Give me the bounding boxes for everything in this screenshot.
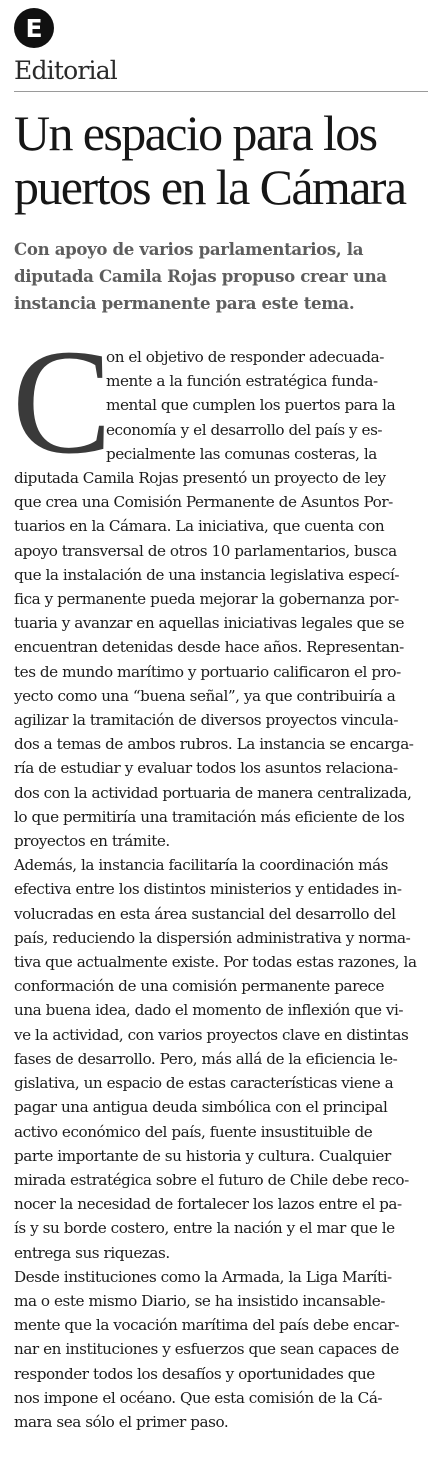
article-line: país, reduciendo la dispersión administrativa y norma-	[14, 928, 411, 947]
article-line: pecialmente las comunas costeras, la	[106, 444, 377, 463]
article-line: responder todos los desafíos y oportunidades que	[14, 1364, 375, 1383]
article-line: volucradas en esta área sustancial del desarrollo del	[14, 904, 396, 923]
article-line: activo económico del país, fuente insustituible de	[14, 1122, 373, 1141]
article-line: tuarios en la Cámara. La iniciativa, que cuenta con	[14, 517, 385, 536]
article-line: encuentran detenidas desde hace años. Representan-	[14, 638, 404, 657]
article-lines	[14, 345, 428, 1434]
lede-line: instancia permanente para este tema.	[14, 293, 355, 313]
lede-line: Con apoyo de varios parlamentarios, la	[14, 239, 364, 259]
article-line: agilizar la tramitación de diversos proyectos vincula-	[14, 711, 399, 730]
article-line: mirada estratégica sobre el futuro de Chile debe reco-	[14, 1170, 409, 1189]
article-line: una buena idea, dado el momento de inflexión que vi-	[14, 1001, 404, 1020]
article-line: tes de mundo marítimo y portuario calificaron el pro-	[14, 662, 401, 681]
article-line: ma o este mismo Diario, se ha insistido incansable-	[14, 1291, 385, 1310]
article-line: fica y permanente pueda mejorar la gobernanza por-	[14, 590, 399, 609]
article-line: tuaria y avanzar en aquellas iniciativas legales que se	[14, 614, 405, 633]
article-line: pagar una antigua deuda simbólica con el principal	[14, 1098, 388, 1117]
article-line: efectiva entre los distintos ministerios y entidades in-	[14, 880, 402, 899]
drop-cap: C	[12, 319, 112, 485]
article-body	[12, 319, 428, 1434]
article-line: Desde instituciones como la Armada, la Liga Maríti-	[14, 1267, 392, 1286]
lede-line: diputada Camila Rojas propuso crear una	[14, 266, 387, 286]
article-line: yecto como una “buena señal”, ya que contribuiría a	[14, 686, 396, 705]
article-line: gislativa, un espacio de estas características viene a	[14, 1074, 394, 1093]
article-line: parte importante de su historia y cultura. Cualquier	[14, 1146, 391, 1165]
section-label: Editorial	[14, 56, 428, 92]
article-line: economía y el desarrollo del país y es-	[106, 420, 383, 439]
headline-line: Un espacio para los	[14, 105, 377, 161]
article-line: nar en instituciones y esfuerzos que sean capaces de	[14, 1340, 399, 1359]
article-line: ría de estudiar y evaluar todos los asuntos relaciona-	[14, 759, 398, 778]
headline-line: puertos en la Cámara	[14, 159, 406, 215]
badge-letter: E	[25, 13, 43, 43]
article-line: fases de desarrollo. Pero, más allá de la eficiencia le-	[14, 1049, 398, 1068]
headline	[14, 106, 428, 214]
article-line: nos impone el océano. Que esta comisión de la Cá-	[14, 1388, 383, 1407]
article-line: diputada Camila Rojas presentó un proyecto de ley	[14, 469, 386, 488]
article-line: ve la actividad, con varios proyectos clave en distintas	[14, 1025, 409, 1044]
article-line: mara sea sólo el primer paso.	[14, 1412, 229, 1431]
article-line: que crea una Comisión Permanente de Asuntos Por-	[14, 493, 393, 512]
article-line: mente a la función estratégica funda-	[106, 372, 378, 391]
article-line: dos con la actividad portuaria de manera centralizada,	[14, 783, 412, 802]
article-line: conformación de una comisión permanente parece	[14, 977, 385, 996]
article-line: dos a temas de ambos rubros. La instancia se encarga-	[14, 735, 414, 754]
section-badge	[14, 8, 54, 48]
article-line: on el objetivo de responder adecuada-	[106, 348, 384, 366]
article-line: Además, la instancia facilitaría la coordinación más	[14, 856, 389, 875]
article-line: entrega sus riquezas.	[14, 1243, 170, 1262]
article-line: proyectos en trámite.	[14, 832, 170, 851]
editorial-page	[14, 8, 428, 1434]
lede	[14, 236, 428, 317]
article-line: ís y su borde costero, entre la nación y el mar que le	[14, 1219, 395, 1238]
article-line: mental que cumplen los puertos para la	[106, 396, 396, 415]
article-line: nocer la necesidad de fortalecer los lazos entre el pa-	[14, 1195, 402, 1214]
article-line: tiva que actualmente existe. Por todas estas razones, la	[14, 953, 417, 972]
article-line: lo que permitiría una tramitación más eficiente de los	[14, 807, 405, 826]
article-line: que la instalación de una instancia legislativa especí-	[14, 565, 400, 584]
article-line: mente que la vocación marítima del país debe encar-	[14, 1316, 400, 1335]
article-line: apoyo transversal de otros 10 parlamentarios, busca	[14, 541, 397, 560]
